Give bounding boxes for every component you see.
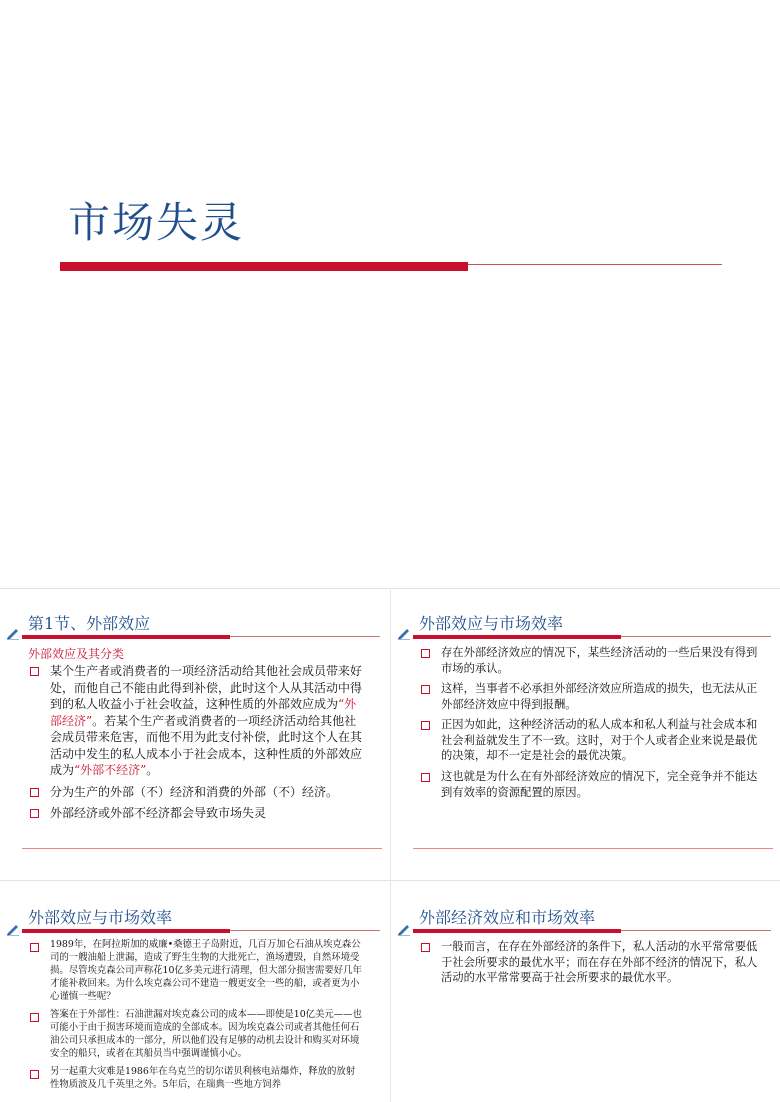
title-underline-bar xyxy=(60,262,468,271)
checkbox-bullet-icon xyxy=(421,943,430,952)
list-item: 1989年，在阿拉斯加的威廉•桑德王子岛附近，几百万加仑石油从埃克森公司的一艘油船上泄漏，造成了野生生物的大批死亡，渔场遭毁，自然环境受损。尽管埃克森公司声称花10亿多美元进行清理，但大部分损害需要好几年才能补救回来。为什么埃克森公司不建造一艘更安全一些的船，或者更为小心谨慎一些呢？ xyxy=(28,939,364,1004)
bullet-list xyxy=(28,939,364,1097)
checkbox-bullet-icon xyxy=(30,667,39,676)
list-item: 某个生产者或消费者的一项经济活动给其他社会成员带来好处，而他自己不能由此得到补偿，此时这个人从其活动中得到的私人收益小于社会收益，这种性质的外部效应成为“外部经济”。若某个生产者或消费者的一项经济活动给其他社会成员带来危害，而他不用为此支付补偿，此时这个人在其活动中发生的私人成本小于社会成本，这种性质的外部效应成为“外部不经济”。 xyxy=(28,663,366,779)
slide-externality-efficiency xyxy=(391,589,780,879)
highlight-term: “外部不经济” xyxy=(74,763,147,778)
slide-external-effects xyxy=(0,589,390,879)
footer-line xyxy=(22,848,382,849)
list-item: 分为生产的外部（不）经济和消费的外部（不）经济。 xyxy=(28,784,366,801)
list-item: 这也就是为什么在有外部经济效应的情况下，完全竞争并不能达到有效率的资源配置的原因。 xyxy=(419,769,759,800)
title-underline-thin xyxy=(621,636,771,637)
title-underline-bar xyxy=(22,635,230,639)
title-underline-bar xyxy=(413,635,621,639)
list-item: 正因为如此，这种经济活动的私人成本和私人利益与社会成本和社会利益就发生了不一致。这时，对于个人或者企业来说是最优的决策，却不一定是社会的最优决策。 xyxy=(419,717,759,764)
checkbox-bullet-icon xyxy=(421,721,430,730)
main-title: 市场失灵 xyxy=(68,198,245,247)
slide-exxon-case xyxy=(0,881,390,1102)
list-item: 这样，当事者不必承担外部经济效应所造成的损失，也无法从正外部经济效应中得到报酬。 xyxy=(419,681,759,712)
checkbox-bullet-icon xyxy=(30,1013,39,1022)
title-underline-thin xyxy=(230,930,380,931)
slide-title: 外部经济效应和市场效率 xyxy=(419,908,596,927)
bullet-list xyxy=(419,645,759,805)
checkbox-bullet-icon xyxy=(30,1070,39,1079)
list-item: 存在外部经济效应的情况下，某些经济活动的一些后果没有得到市场的承认。 xyxy=(419,645,759,676)
checkbox-bullet-icon xyxy=(30,788,39,797)
slide-externality-optimum xyxy=(391,881,780,1102)
bullet-list xyxy=(28,663,366,827)
title-underline-bar xyxy=(22,929,230,933)
checkbox-bullet-icon xyxy=(421,685,430,694)
list-item: 一般而言，在存在外部经济的条件下，私人活动的水平常常要低于社会所要求的最优水平；而在存在外部不经济的情况下，私人活动的水平常常要高于社会所要求的最优水平。 xyxy=(419,939,759,986)
list-item: 外部经济或外部不经济都会导致市场失灵 xyxy=(28,805,366,822)
title-underline-bar xyxy=(413,929,621,933)
slide-title: 外部效应与市场效率 xyxy=(419,614,564,633)
title-underline-thin xyxy=(621,930,771,931)
highlight-term: “外部经济” xyxy=(50,697,357,728)
pen-icon xyxy=(6,922,20,936)
pen-icon xyxy=(397,626,411,640)
slide-title: 外部效应与市场效率 xyxy=(28,908,173,927)
footer-line xyxy=(413,848,773,849)
pen-icon xyxy=(6,626,20,640)
checkbox-bullet-icon xyxy=(421,649,430,658)
list-item: 答案在于外部性：石油泄漏对埃克森公司的成本——即使是10亿美元——也可能小于由于损害环境而造成的全部成本。因为埃克森公司或者其他任何石油公司只承担成本的一部分，所以他们没有足够的动机去设计和购买对环境安全的船只，或者在其船员当中强调谨慎小心。 xyxy=(28,1009,364,1061)
bullet-list xyxy=(419,939,759,991)
subsection-heading: 外部效应及其分类 xyxy=(28,647,125,661)
list-item: 另一起重大灾难是1986年在乌克兰的切尔诺贝利核电站爆炸，释放的放射性物质波及几千英里之外。5年后，在瑞典一些地方饲养 xyxy=(28,1066,364,1092)
checkbox-bullet-icon xyxy=(421,773,430,782)
slide-title: 第1节、外部效应 xyxy=(28,614,151,633)
checkbox-bullet-icon xyxy=(30,809,39,818)
title-underline-thin xyxy=(468,264,722,265)
checkbox-bullet-icon xyxy=(30,943,39,952)
pen-icon xyxy=(397,922,411,936)
title-underline-thin xyxy=(230,636,380,637)
